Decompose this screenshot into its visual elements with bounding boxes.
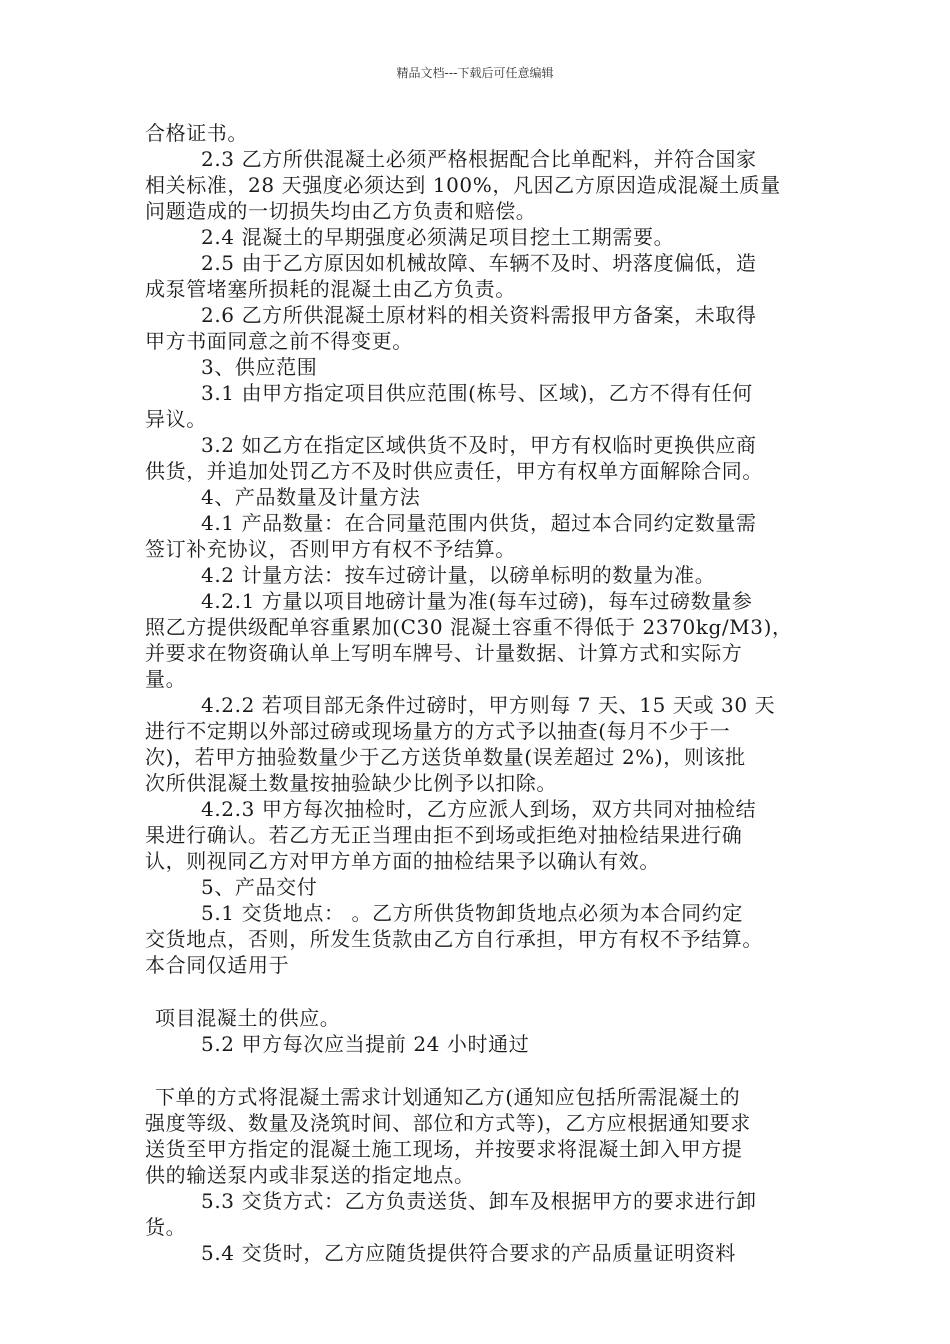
text-line: 强度等级、数量及浇筑时间、部位和方式等)，乙方应根据通知要求 — [145, 1111, 751, 1135]
text-line: 次)，若甲方抽验数量少于乙方送货单数量(误差超过 2%)，则该批 — [145, 745, 746, 769]
blank-line — [145, 1057, 825, 1084]
text-line: 照乙方提供级配单容重累加(C30 混凝土容重不得低于 2370kg/M3)， — [145, 615, 793, 639]
text-line: 4.2 计量方法：按车过磅计量，以磅单标明的数量为准。 — [201, 563, 716, 587]
text-line: 4.2.2 若项目部无条件过磅时，甲方则每 7 天、15 天或 30 天 — [201, 693, 776, 717]
section-heading: 4、产品数量及计量方法 — [201, 485, 421, 509]
text-line: 4.2.3 甲方每次抽检时，乙方应派人到场，双方共同对抽检结 — [201, 797, 757, 821]
text-line: 送货至甲方指定的混凝土施工现场，并按要求将混凝土卸入甲方提 — [145, 1137, 743, 1161]
text-line: 签订补充协议，否则甲方有权不予结算。 — [145, 537, 516, 561]
text-line: 5.4 交货时，乙方应随货提供符合要求的产品质量证明资料 — [201, 1241, 736, 1265]
text-line: 合格证书。 — [145, 121, 248, 145]
text-line: 本合同仅适用于 — [145, 953, 290, 977]
text-line: 货。 — [145, 1215, 187, 1239]
text-line: 2.3 乙方所供混凝土必须严格根据配合比单配料，并符合国家 — [201, 147, 757, 171]
text-line: 5.3 交货方式：乙方负责送货、卸车及根据甲方的要求进行卸 — [201, 1189, 757, 1213]
text-line: 并要求在物资确认单上写明车牌号、计量数据、计算方式和实际方 — [145, 641, 743, 665]
text-line: 次所供混凝土数量按抽验缺少比例予以扣除。 — [145, 771, 557, 795]
text-line: 供的输送泵内或非泵送的指定地点。 — [145, 1163, 475, 1187]
text-line: 3.2 如乙方在指定区域供货不及时，甲方有权临时更换供应商 — [201, 433, 757, 457]
text-line: 下单的方式将混凝土需求计划通知乙方(通知应包括所需混凝土的 — [155, 1085, 741, 1109]
text-line: 项目混凝土的供应。 — [155, 1006, 341, 1030]
text-line: 甲方书面同意之前不得变更。 — [145, 329, 413, 353]
text-line: 4.2.1 方量以项目地磅计量为准(每车过磅)，每车过磅数量参 — [201, 589, 753, 613]
text-line: 供货，并追加处罚乙方不及时供应责任，甲方有权单方面解除合同。 — [145, 459, 763, 483]
text-line: 异议。 — [145, 407, 207, 431]
text-line: 相关标准，28 天强度必须达到 100%，凡因乙方原因造成混凝土质量 — [145, 173, 781, 197]
page-header: 精品文档---下载后可任意编辑 — [396, 66, 554, 80]
text-line: 量。 — [145, 667, 187, 691]
text-line: 进行不定期以外部过磅或现场量方的方式予以抽查(每月不少于一 — [145, 719, 731, 743]
text-line: 3.1 由甲方指定项目供应范围(栋号、区域)，乙方不得有任何 — [201, 381, 753, 405]
blank-line — [145, 978, 825, 1005]
text-line: 果进行确认。若乙方无正当理由拒不到场或拒绝对抽检结果进行确 — [145, 823, 743, 847]
section-heading: 5、产品交付 — [201, 875, 318, 899]
document-body — [145, 120, 825, 1266]
text-line: 问题造成的一切损失均由乙方负责和赔偿。 — [145, 199, 537, 223]
section-heading: 3、供应范围 — [201, 355, 318, 379]
text-line: 2.4 混凝土的早期强度必须满足项目挖土工期需要。 — [201, 225, 675, 249]
text-line: 交货地点，否则，所发生货款由乙方自行承担，甲方有权不予结算。 — [145, 927, 763, 951]
text-line: 5.2 甲方每次应当提前 24 小时通过 — [201, 1032, 530, 1056]
text-line: 成泵管堵塞所损耗的混凝土由乙方负责。 — [145, 277, 516, 301]
text-line: 认，则视同乙方对甲方单方面的抽检结果予以确认有效。 — [145, 849, 660, 873]
text-line: 2.5 由于乙方原因如机械故障、车辆不及时、坍落度偏低，造 — [201, 251, 757, 275]
text-line: 5.1 交货地点： 。乙方所供货物卸货地点必须为本合同约定 — [201, 901, 743, 925]
text-line: 2.6 乙方所供混凝土原材料的相关资料需报甲方备案，未取得 — [201, 303, 757, 327]
text-line: 4.1 产品数量：在合同量范围内供货，超过本合同约定数量需 — [201, 511, 757, 535]
